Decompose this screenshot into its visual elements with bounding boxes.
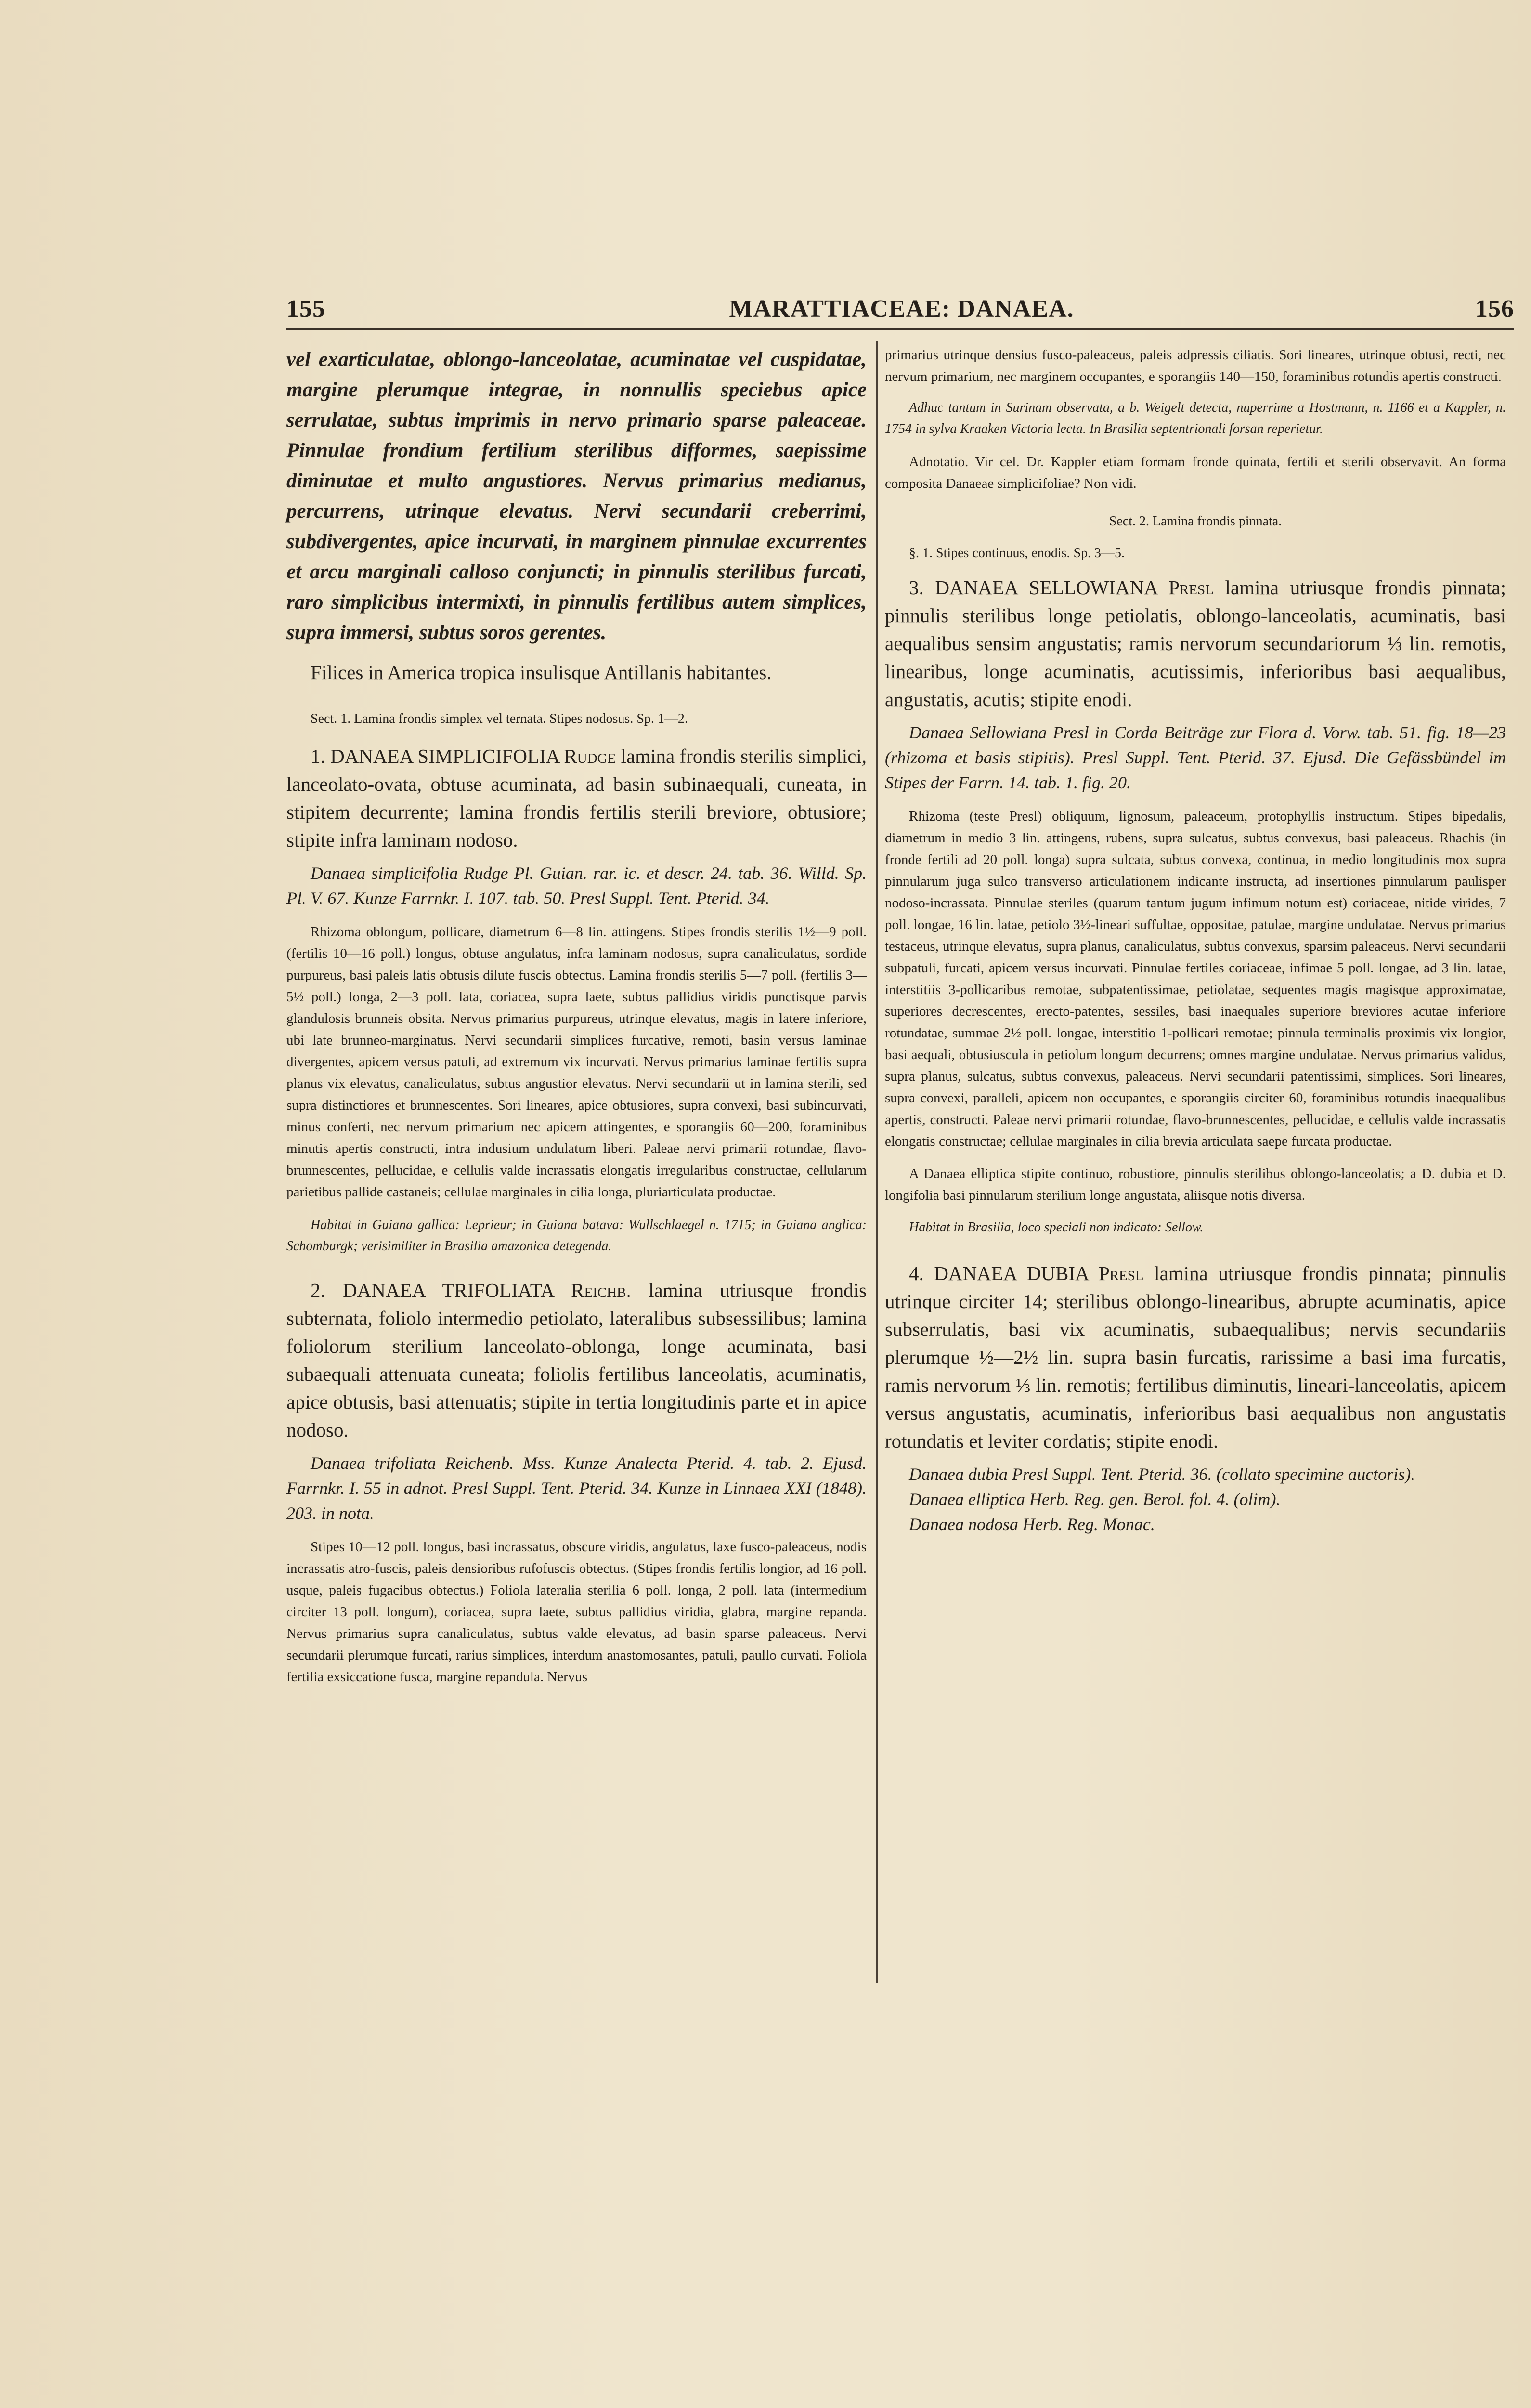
species-3-name: DANAEA SELLOWIANA	[935, 576, 1157, 599]
species-1-description: Rhizoma oblongum, pollicare, diametrum 6—8 lin. attingens. Stipes frondis sterilis 1½—9 poll. (fertilis 10—16 poll.) longus, obtuse angulatus, infra laminam nodosus, supra canaliculatus, sordide purpureus, basi paleis latis obtusis dilute fuscis obtectus. Lamina frondis sterilis 5—7 poll. (fertilis 3—5½ poll.) longa, 2—3 poll. lata, coriacea, supra laete, subtus pallidius viridis punctisque parvis glandulosis brunneis obsita. Nervus primarius purpureus, utrinque elevatus, magis in latere inferiore, ubi late brunneo-marginatus. Nervi secundarii simplices furcative, remoti, basin versus laminae divergentes, apicem versus patuli, ad extremum vix incurvati. Nervus primarius laminae fertilis supra planus vix elevatus, canaliculatus, subtus angustior elevatus. Nervi secundarii ut in lamina sterili, sed supra distinctiores et brunnescentes. Sori lineares, apice obtusiores, supra convexi, basi subincurvati, minus conferti, nec nervum primarium nec apicem attingentes, e sporangiis 60—200, foraminibus minutis apertis constructi, intra indusium undulatum liberi. Paleae nervi primarii rotundae, flavo-brunnescentes, pellucidae, e cellulis valde incrassatis elongatis irregularibus constructae, cellularum parietibus pallide castaneis; cellulae marginales in cilia longa, pluriarticulata productae.	[286, 924, 867, 1200]
left-column	[286, 344, 867, 1688]
species-4-text: lamina utriusque frondis pinnata; pinnulis utrinque circiter 14; sterilibus oblongo-linearibus, abrupte acuminatis, apice subserrulatis, basi vix acuminatis, subaequalibus; nervis secundariis plerumque ½—2½ lin. supra basin furcatis, rarissime a basi ima furcatis, ramis nervorum ⅓ lin. remotis; fertilibus diminutis, lineari-lanceolatis, apicem versus angustatis, acuminatis, inferioribus basi aequalibus non angustatis rotundatis et leviter cordatis; stipite enodi.	[885, 1262, 1506, 1452]
species-4-name: DANAEA DUBIA	[934, 1262, 1089, 1284]
species-2-description: Stipes 10—12 poll. longus, basi incrassatus, obscure viridis, angulatus, laxe fusco-paleaceus, nodis incrassatis atro-fuscis, paleis densioribus rufofuscis obtectus. (Stipes frondis fertilis longior, ad 16 poll. usque, paleis fugacibus obtectus.) Foliola lateralia sterilia 6 poll. longa, 2 poll. lata (intermedium circiter 13 poll. longum), coriacea, supra laete, subtus pallidius viridia, glabra, margine repanda. Nervus primarius supra canaliculatus, subtus valde elevatus, ad basin sparse paleaceus. Nervi secundarii plerumque furcati, rarius simplices, interdum anastomosantes, patuli, paullo curvati. Foliola fertilia exsiccatione fusca, margine repandula. Nervus	[286, 1539, 867, 1685]
species-1-author: Rudge	[564, 745, 616, 767]
species-3-text: lamina utriusque frondis pinnata; pinnulis sterilibus longe petiolatis, oblongo-lanceolatis, acuminatis, basi aequalibus sensim angustatis; ramis nervorum secundariorum ⅓ lin. remotis, linearibus, longe acuminatis, acutissimis, inferioribus basi aequalibus, angustatis, acutis; stipite enodi.	[885, 576, 1506, 710]
species-3-author: Presl	[1168, 576, 1214, 599]
species-1-references: Danaea simplicifolia Rudge Pl. Guian. rar. ic. et descr. 24. tab. 36. Willd. Sp. Pl. V. 67. Kunze Farrnkr. I. 107. tab. 50. Presl Suppl. Tent. Pterid. 34.	[286, 864, 867, 908]
species-1-habitat: Habitat in Guiana gallica: Leprieur; in Guiana batava: Wullschlaegel n. 1715; in Guiana anglica: Schomburgk; verisimiliter in Brasilia amazonica detegenda.	[286, 1217, 867, 1254]
adnotatio: Adnotatio. Vir cel. Dr. Kappler etiam formam fronde quinata, fertili et sterili observavit. An forma composita Danaeae simplicifoliae? Non vidi.	[885, 454, 1506, 491]
species-2-habitat: Adhuc tantum in Surinam observata, a b. Weigelt detecta, nuperrime a Hostmann, n. 1166 et a Kappler, n. 1754 in sylva Kraaken Victoria lecta. In Brasilia septentrionali forsan reperietur.	[885, 400, 1506, 436]
species-2-author: Reichb.	[571, 1279, 631, 1301]
filices-habitat: Filices in America tropica insulisque Antillanis habitantes.	[311, 661, 772, 683]
species-2-continuation: primarius utrinque densius fusco-paleaceus, paleis adpressis ciliatis. Sori lineares, utrinque obtusi, recti, nec nervum primarium, nec marginem occupantes, e sporangiis 140—150, foraminibus rotundis apertis constructi.	[885, 347, 1506, 384]
right-column	[885, 344, 1506, 1537]
species-2-name: DANAEA TRIFOLIATA	[343, 1279, 554, 1301]
species-4-number: 4.	[909, 1262, 924, 1284]
genus-diagnosis: vel exarticulatae, oblongo-lanceolatae, acuminatae vel cuspidatae, margine plerumque integrae, in nonnullis speciebus apice serrulatae, subtus imprimis in nervo primario sparse paleaceae. Pinnulae frondium fertilium sterilibus difformes, saepissime diminutae et multo angustiores. Nervus primarius medianus, percurrens, utrinque elevatus. Nervi secundarii creberrimi, subdivergentes, apice incurvati, in marginem pinnulae excurrentes et arcu marginali calloso conjuncti; in pinnulis sterilibus furcati, raro simplicibus intermixti, in pinnulis fertilibus autem simplices, supra immersi, subtus soros gerentes.	[286, 348, 867, 644]
species-4-diagnosis	[885, 1259, 1506, 1455]
species-2-diagnosis	[286, 1276, 867, 1444]
species-1-name: DANAEA SIMPLICIFOLIA	[330, 745, 559, 767]
species-3-number: 3.	[909, 576, 924, 599]
species-4-author: Presl	[1098, 1262, 1144, 1284]
running-title: MARATTIACEAE: DANAEA.	[729, 295, 1074, 323]
species-3-note: A Danaea elliptica stipite continuo, robustiore, pinnulis sterilibus oblongo-lanceolatis; a D. dubia et D. longifolia basi pinnularum sterilium longe angustata, aliisque notis diversa.	[885, 1166, 1506, 1203]
section-2-heading: Sect. 2. Lamina frondis pinnata.	[1109, 514, 1282, 529]
species-3-diagnosis	[885, 574, 1506, 713]
species-2-number: 2.	[311, 1279, 325, 1301]
species-3-description: Rhizoma (teste Presl) obliquum, lignosum, paleaceum, protophyllis instructum. Stipes bipedalis, diametrum in medio 3 lin. attingens, rubens, supra sulcatus, subtus convexus, basi paleaceus. Rhachis (in fronde fertili ad 20 poll. longa) supra sulcata, subtus convexa, continua, in medio longitudinis mox supra pinnularum juga sulco transverso articulationem indicante instructa, ad insertiones pinnularum paulisper nodoso-incrassata. Pinnulae steriles (quarum tantum jugum infimum notum est) coriaceae, nitide virides, 7 poll. longae, 16 lin. latae, petiolo 3½-lineari suffultae, oppositae, patulae, margine undulatae. Nervus primarius testaceus, utrinque elevatus, supra planus, canaliculatus, subtus convexus, sparsim paleaceus. Nervi secundarii subpatuli, furcati, apicem versus incurvati. Pinnulae fertiles coriaceae, infimae 5 poll. longae, ad 3 lin. latae, interstitiis 3-pollicaribus remotae, subpatentissimae, petiolatae, sequentes magis magisque approximatae, superiores decrescentes, erecto-patentes, sessiles, basi inaequales superiore breviores acutae inferiore rotundatae, summae 2½ poll. longae, interstitio 1-pollicari remotae; pinnula terminalis proximis vix longior, basi aequali, obtusiuscula in petiolum longum decurrens; omnes margine undulatae. Nervus primarius validus, supra planus, sulcatus, subtus convexus, paleaceus. Nervi secundarii patentissimi, simplices. Sori lineares, supra convexi, paralleli, apicem non occupantes, e sporangiis circiter 60, foraminibus rotundis inaequalibus apertis, constructi. Paleae nervi primarii rotundae, flavo-brunnescentes, pellucidae, e cellulis valde incrassatis elongatis constructae; cellulae marginales in cilia brevia articulata saepe furcata productae.	[885, 809, 1506, 1149]
species-3-habitat: Habitat in Brasilia, loco speciali non indicato: Sellow.	[909, 1220, 1204, 1235]
species-4-reference-2: Danaea elliptica Herb. Reg. gen. Berol. fol. 4. (olim).	[909, 1490, 1281, 1509]
species-2-text: lamina utriusque frondis subternata, foliolo intermedio petiolato, lateralibus subsessilibus; lamina foliolorum sterilium lanceolato-oblonga, longe acuminata, basi subaequali attenuata cuneata; foliolis fertilibus lanceolatis, acuminatis, apice obtusis, basi attenuatis; stipite in tertia longitudinis parte et in apice nodoso.	[286, 1279, 867, 1441]
page-number-left: 155	[286, 295, 325, 323]
species-4-reference-1: Danaea dubia Presl Suppl. Tent. Pterid. 36. (collato specimine auctoris).	[909, 1465, 1415, 1484]
paragraph-1-heading: §. 1. Stipes continuus, enodis. Sp. 3—5.	[909, 546, 1125, 561]
column-divider	[876, 341, 878, 1983]
species-1-text: lamina frondis sterilis simplici, lanceolato-ovata, obtuse acuminata, ad basin subinaequali, cuneata, in stipitem decurrente; lamina frondis fertilis sterili breviore, obtusiore; stipite infra laminam nodoso.	[286, 745, 867, 851]
species-4-reference-3: Danaea nodosa Herb. Reg. Monac.	[909, 1515, 1155, 1534]
page-number-right: 156	[1475, 295, 1514, 323]
species-1-number: 1.	[311, 745, 325, 767]
section-1-heading: Sect. 1. Lamina frondis simplex vel ternata. Stipes nodosus. Sp. 1—2.	[311, 711, 688, 726]
running-header	[286, 295, 1517, 333]
species-3-references: Danaea Sellowiana Presl in Corda Beiträge zur Flora d. Vorw. tab. 51. fig. 18—23 (rhizoma et basis stipitis). Presl Suppl. Tent. Pterid. 37. Ejusd. Die Gefässbündel im Stipes der Farrn. 14. tab. 1. fig. 20.	[885, 723, 1506, 792]
species-1-diagnosis	[286, 742, 867, 854]
species-2-references: Danaea trifoliata Reichenb. Mss. Kunze Analecta Pterid. 4. tab. 2. Ejusd. Farrnkr. I. 55 in adnot. Presl Suppl. Tent. Pterid. 34. Kunze in Linnaea XXI (1848). 203. in nota.	[286, 1453, 867, 1523]
header-rule	[286, 328, 1514, 330]
